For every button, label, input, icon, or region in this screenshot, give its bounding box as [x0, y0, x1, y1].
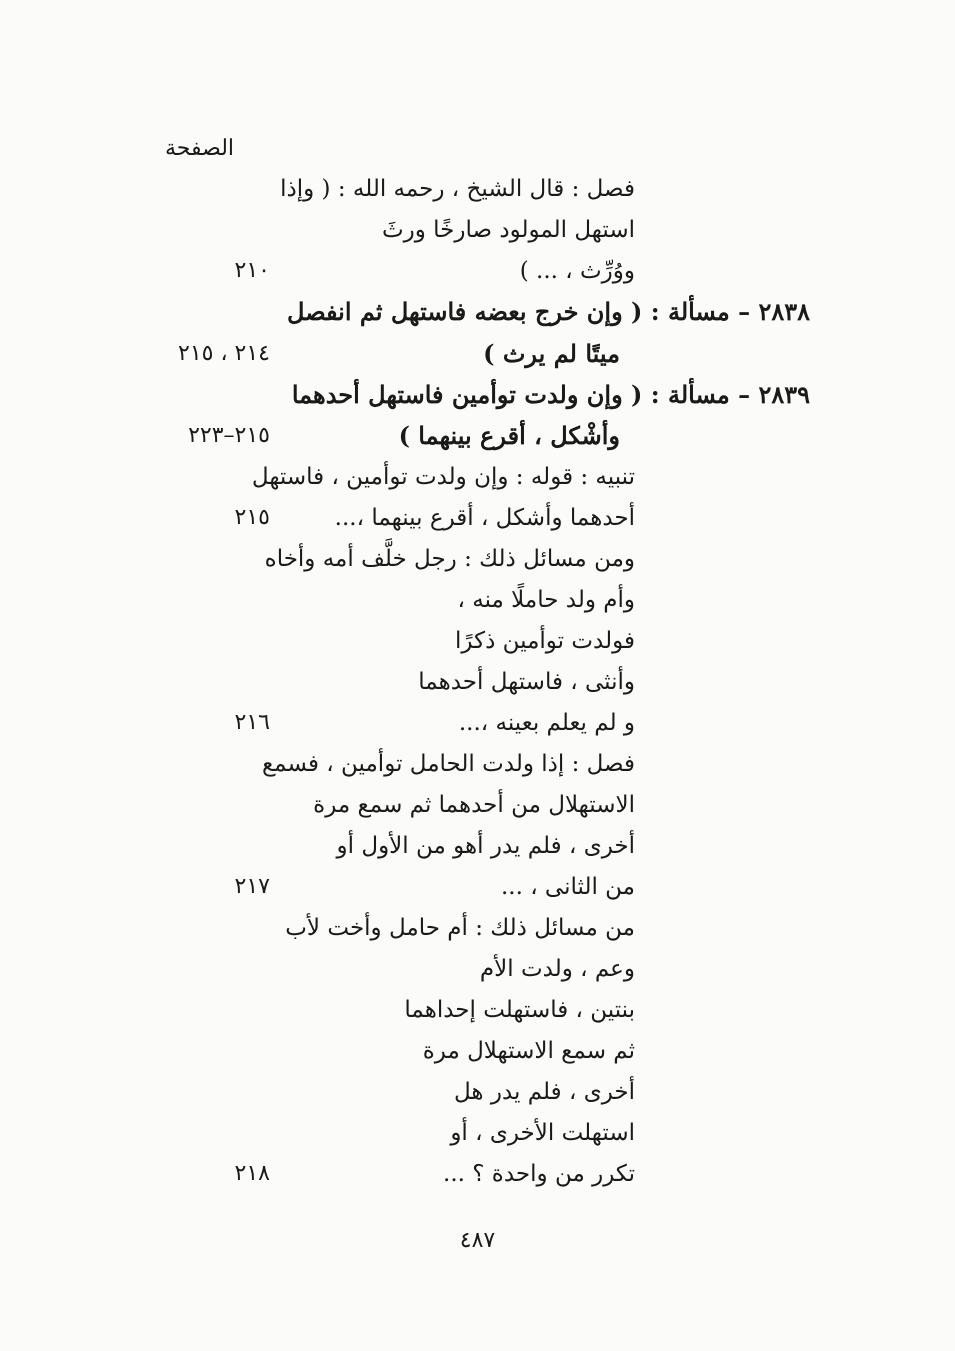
- index-entry: [0, 662, 955, 702]
- entry-text: وعم ، ولدت الأم: [479, 956, 635, 982]
- index-entry: [0, 334, 955, 374]
- entry-text: وأشْكل ، أقرع بينهما ): [398, 421, 620, 450]
- index-entry: [0, 251, 955, 291]
- entry-text: ثم سمع الاستهلال مرة: [422, 1038, 635, 1064]
- index-entry: [0, 949, 955, 989]
- entry-text: أخرى ، فلم يدر أهو من الأول أو: [336, 833, 635, 859]
- entry-page-numbers: ٢١٥–٢٢٣: [188, 423, 270, 448]
- index-entry: [0, 375, 955, 415]
- entry-text: استهل المولود صارخًا ورثَ: [382, 217, 635, 243]
- index-entry: [0, 210, 955, 250]
- index-entry: [0, 498, 955, 538]
- entry-text: ومن مسائل ذلك : رجل خلَّف أمه وأخاه: [264, 546, 635, 572]
- entry-text: أخرى ، فلم يدر هل: [453, 1079, 635, 1105]
- entry-text: أحدهما وأشكل ، أقرع بينهما ،...: [334, 505, 635, 531]
- entry-text: ووُرِّث ، ... ): [519, 258, 635, 284]
- index-entry: [0, 457, 955, 497]
- entry-page-numbers: ٢١٠: [234, 258, 270, 283]
- index-entry: [0, 785, 955, 825]
- entry-text: ميتًا لم يرث ): [483, 339, 620, 368]
- entry-text: فصل : إذا ولدت الحامل توأمين ، فسمع: [261, 751, 635, 777]
- entry-page-numbers: ٢١٤ ، ٢١٥: [178, 341, 270, 366]
- index-entry: [0, 621, 955, 661]
- entry-text: استهلت الأخرى ، أو: [450, 1120, 635, 1146]
- entry-text: فولدت توأمين ذكرًا: [455, 628, 635, 654]
- page-number: ٤٨٧: [459, 1228, 496, 1253]
- entry-text: فصل : قال الشيخ ، رحمه الله : ( وإذا: [280, 176, 635, 202]
- entry-text: و لم يعلم بعينه ،...: [458, 710, 635, 736]
- index-entry: [0, 1154, 955, 1194]
- page-column-header: الصفحة: [165, 136, 235, 161]
- index-entry: [0, 867, 955, 907]
- index-entry: [0, 1072, 955, 1112]
- index-entry: [0, 169, 955, 209]
- index-entry: [0, 292, 955, 332]
- index-entry: [0, 1031, 955, 1071]
- index-entry: [0, 744, 955, 784]
- entry-text: تنبيه : قوله : وإن ولدت توأمين ، فاستهل: [251, 464, 635, 490]
- entry-text: بنتين ، فاستهلت إحداهما: [404, 997, 635, 1023]
- index-entry: [0, 580, 955, 620]
- index-entry: [0, 416, 955, 456]
- entry-text: تكرر من واحدة ؟ ...: [443, 1161, 635, 1187]
- index-entry: [0, 826, 955, 866]
- index-entry: [0, 703, 955, 743]
- entry-text: ٢٨٣٩ – مسألة : ( وإن ولدت توأمين فاستهل أحدهما: [291, 380, 810, 409]
- entry-text: الاستهلال من أحدهما ثم سمع مرة: [313, 792, 635, 818]
- entry-page-numbers: ٢١٨: [234, 1161, 270, 1186]
- entry-text: من مسائل ذلك : أم حامل وأخت لأب: [285, 915, 635, 941]
- entry-text: ٢٨٣٨ – مسألة : ( وإن خرج بعضه فاستهل ثم انفصل: [287, 297, 810, 326]
- entry-text: وأنثى ، فاستهل أحدهما: [418, 669, 635, 695]
- entry-page-numbers: ٢١٦: [234, 710, 270, 735]
- entry-page-numbers: ٢١٧: [234, 874, 270, 899]
- entry-text: وأم ولد حاملًا منه ،: [457, 587, 635, 613]
- index-entry: [0, 1113, 955, 1153]
- index-entry: [0, 908, 955, 948]
- index-entry: [0, 990, 955, 1030]
- index-entry: [0, 539, 955, 579]
- entry-text: من الثانى ، ...: [500, 874, 635, 900]
- entry-page-numbers: ٢١٥: [234, 505, 270, 530]
